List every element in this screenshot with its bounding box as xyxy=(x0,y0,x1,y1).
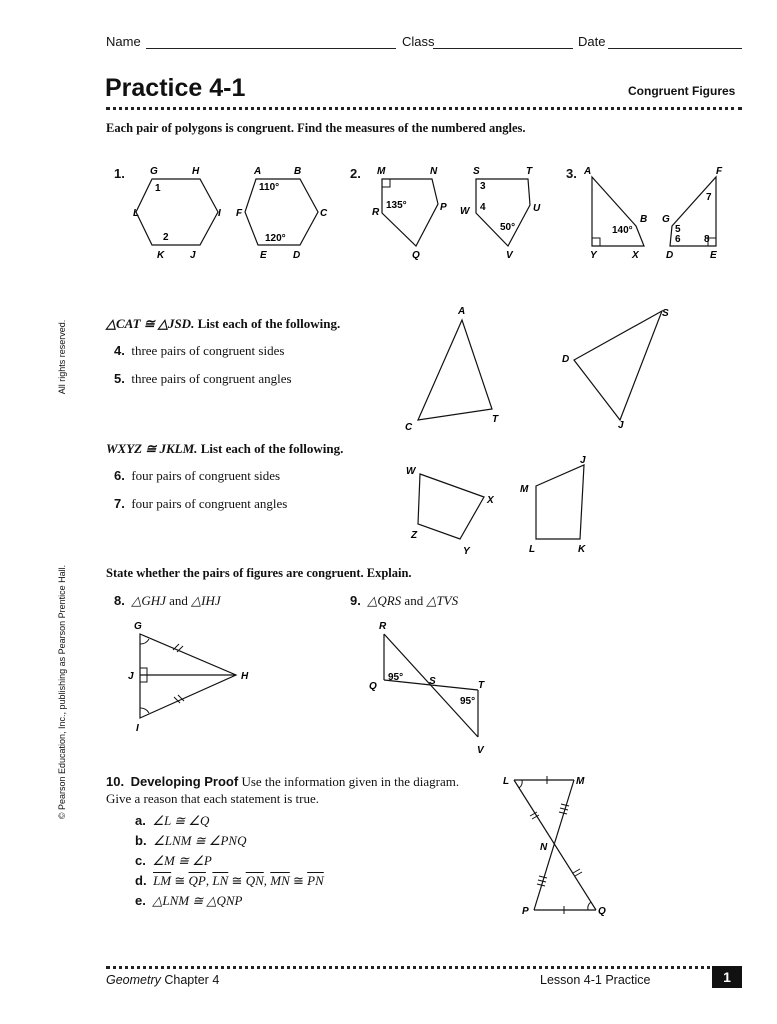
problem-3-number: 3. xyxy=(566,166,577,181)
item-10d-cong-2: ≅ xyxy=(231,873,243,888)
quad1-label-x: X xyxy=(632,250,639,261)
pent1-label-n: N xyxy=(430,166,438,177)
quad1-label-y: Y xyxy=(590,250,597,261)
item-7-text: four pairs of congruent angles xyxy=(131,496,288,511)
item-10b-letter: b. xyxy=(135,833,147,848)
section4-figures xyxy=(0,610,777,770)
page-title: Practice 4-1 xyxy=(105,74,246,102)
topic-title: Congruent Figures xyxy=(628,84,736,98)
quad4-label-k: K xyxy=(578,544,586,555)
problem-10-heading: Developing Proof xyxy=(130,774,239,789)
pent2-mark-3: 3 xyxy=(480,181,486,192)
item-10a-text: ∠L ≅ ∠Q xyxy=(152,813,210,828)
hex2-label-b: B xyxy=(294,166,302,177)
tri1-label-c: C xyxy=(405,422,413,433)
quad4-label-l: L xyxy=(529,544,536,555)
pent1-angle-135: 135° xyxy=(386,200,407,211)
section2-instruction: List each of the following. xyxy=(197,316,341,331)
fig10-label-m: M xyxy=(576,776,585,787)
pent1-right-angle xyxy=(382,179,390,187)
hex1-mark-1: 1 xyxy=(155,183,161,194)
hex1-label-i: I xyxy=(218,208,221,219)
quad-wxyz xyxy=(418,474,484,539)
item-8-and: and xyxy=(169,593,188,608)
problem-2-number: 2. xyxy=(350,166,361,181)
item-10d-s6: $\overline{PN}$ xyxy=(307,873,324,888)
item-10d-s4: $\overline{QN}$ xyxy=(245,873,264,888)
problem-10-text: Use the information given in the diagram. Give a reason that each statement is true. xyxy=(106,774,460,806)
item-9-and: and xyxy=(404,593,424,608)
fig9-angle-t: 95° xyxy=(460,696,476,707)
fig9-label-r: R xyxy=(379,621,387,632)
pent1-label-q: Q xyxy=(412,250,420,261)
pent2-label-w: W xyxy=(460,206,470,217)
fig8-label-i: I xyxy=(136,723,139,734)
pent1-label-r: R xyxy=(372,207,380,218)
section2-statement: △CAT ≅ △JSD. xyxy=(106,316,195,331)
item-9-tri2: △TVS xyxy=(426,593,459,608)
fig9-label-t: T xyxy=(478,680,485,691)
fig10-tick-pn-2 xyxy=(538,880,546,882)
tri2-label-s: S xyxy=(662,308,669,319)
quad2-label-d: D xyxy=(666,250,674,261)
hex2-label-c: C xyxy=(320,208,328,219)
date-label: Date xyxy=(578,34,606,49)
hex2-label-a: A xyxy=(254,166,262,177)
item-7-number: 7. xyxy=(114,496,125,511)
quad-jklm xyxy=(536,465,584,539)
quad1-label-a: A xyxy=(584,166,592,177)
section5-figure xyxy=(0,760,777,930)
pent2-label-t: T xyxy=(526,166,533,177)
item-5-text: three pairs of congruent angles xyxy=(131,371,292,386)
item-10c-text: ∠M ≅ ∠P xyxy=(152,853,212,868)
item-10a-letter: a. xyxy=(135,813,146,828)
quad3-label-w: W xyxy=(406,466,416,477)
footer-book xyxy=(106,973,219,987)
item-10d-s1: $\overline{LM}$ xyxy=(153,873,172,888)
fig10-label-n: N xyxy=(540,842,548,853)
quad3-label-y: Y xyxy=(463,546,470,557)
fig10-tick-nq-1 xyxy=(573,869,580,873)
hexagon-1 xyxy=(136,179,218,245)
item-10e-letter: e. xyxy=(135,893,146,908)
item-6-number: 6. xyxy=(114,468,125,483)
pent2-angle-50: 50° xyxy=(500,222,516,233)
item-10b-text: ∠LNM ≅ ∠PNQ xyxy=(153,833,247,848)
quad1-right-angle xyxy=(592,238,600,246)
fig10-tick-pn-1 xyxy=(539,876,547,878)
fig8-outer xyxy=(140,634,236,718)
rights-text: All rights reserved. xyxy=(57,319,67,395)
fig8-angle-arc-g xyxy=(140,639,149,644)
quad2-label-e: E xyxy=(710,250,717,261)
hex2-label-e: E xyxy=(260,250,267,261)
triangle-jsd xyxy=(574,311,662,420)
item-4-number: 4. xyxy=(114,343,125,358)
fig9-label-s: S xyxy=(429,676,436,687)
item-8-tri1: △GHJ xyxy=(131,593,166,608)
fig10-label-p: P xyxy=(522,906,529,917)
fig10-tick-mn-3 xyxy=(559,812,567,814)
section23-figures xyxy=(0,290,777,570)
class-label: Class xyxy=(402,34,435,49)
section1-instruction: Each pair of polygons is congruent. Find the measures of the numbered angles. xyxy=(106,121,526,135)
quad3-label-x: X xyxy=(487,495,494,506)
page-number: 1 xyxy=(712,966,742,988)
item-10d-s5: $\overline{MN}$ xyxy=(270,873,290,888)
hex2-angle-110: 110° xyxy=(259,182,280,193)
fig8-angle-arc-i xyxy=(140,708,149,713)
pent1-label-p: P xyxy=(440,202,447,213)
section1-figures xyxy=(0,0,777,300)
fig10-angle-arc-l xyxy=(519,780,522,788)
quad4-label-j: J xyxy=(580,455,586,466)
item-9-tri1: △QRS xyxy=(367,593,402,608)
item-5-number: 5. xyxy=(114,371,125,386)
section4-instruction: State whether the pairs of figures are congruent. Explain. xyxy=(106,566,412,580)
fig10-tick-mn-2 xyxy=(560,808,568,810)
hex1-label-j: J xyxy=(190,250,196,261)
fig9-label-v: V xyxy=(477,745,484,756)
item-10d-s3: $\overline{LN}$ xyxy=(212,873,229,888)
hex1-label-l: L xyxy=(133,208,140,219)
pentagon-1 xyxy=(382,179,438,246)
quad2-mark-6: 6 xyxy=(675,234,681,245)
item-10e-text: △LNM ≅ △QNP xyxy=(152,893,243,908)
item-10c-letter: c. xyxy=(135,853,146,868)
item-10d-s2: $\overline{QP}$ xyxy=(188,873,206,888)
tri1-label-t: T xyxy=(492,414,499,425)
quad4-label-m: M xyxy=(520,484,529,495)
item-6-text: four pairs of congruent sides xyxy=(131,468,281,483)
triangle-cat xyxy=(418,320,492,420)
fig10-tick-mn-1 xyxy=(561,804,569,806)
quad2-mark-8: 8 xyxy=(704,234,710,245)
fig8-label-g: G xyxy=(134,621,142,632)
quad2-mark-5: 5 xyxy=(675,224,681,235)
fig9-angle-q: 95° xyxy=(388,672,404,683)
fig10-segment-lq xyxy=(514,780,596,910)
fig10-angle-arc-q xyxy=(588,902,591,910)
fig9-label-q: Q xyxy=(369,681,377,692)
item-4-text: three pairs of congruent sides xyxy=(131,343,285,358)
hex1-label-k: K xyxy=(157,250,165,261)
item-8-tri2: △IHJ xyxy=(191,593,221,608)
item-9 xyxy=(350,593,458,609)
quad2-label-f: F xyxy=(716,166,723,177)
footer-lesson: Lesson 4-1 Practice xyxy=(540,973,651,987)
pent2-label-u: U xyxy=(533,203,541,214)
fig8-right-angle-top xyxy=(140,668,147,675)
item-10d-cong-3: ≅ xyxy=(293,873,304,888)
fig10-label-q: Q xyxy=(598,906,606,917)
quad1-angle-140: 140° xyxy=(612,225,633,236)
hex2-label-d: D xyxy=(293,250,301,261)
problem-1-number: 1. xyxy=(114,166,125,181)
pent2-label-s: S xyxy=(473,166,480,177)
tri2-label-d: D xyxy=(562,354,570,365)
hex2-angle-120: 120° xyxy=(265,233,286,244)
quad2-mark-7: 7 xyxy=(706,192,712,203)
item-9-number: 9. xyxy=(350,593,361,608)
section3-statement: WXYZ ≅ JKLM. xyxy=(106,441,198,456)
item-10d: d. $\overline{LM}$ ≅ $\overline{QP}$, $\overline{LN}$ ≅ $\overline{QN}$, $\overline{MN}$ ≅ $\overline{PN}$ xyxy=(135,873,324,888)
footer-book-title: Geometry xyxy=(106,973,161,987)
pent2-label-v: V xyxy=(506,250,513,261)
footer-chapter: Chapter 4 xyxy=(164,973,220,987)
tri1-label-a: A xyxy=(458,306,466,317)
hex2-label-f: F xyxy=(236,208,243,219)
pent2-mark-4: 4 xyxy=(480,202,486,213)
item-10d-cong-1: ≅ xyxy=(174,873,186,888)
fig8-label-h: H xyxy=(241,671,249,682)
pent1-label-m: M xyxy=(377,166,386,177)
publisher-text: © Pearson Education, Inc., publishing as Pearson Prentice Hall. xyxy=(57,564,67,820)
item-8 xyxy=(114,593,221,609)
item-10d-letter: d. xyxy=(135,873,147,888)
footer-divider xyxy=(106,966,742,969)
quad3-label-z: Z xyxy=(411,530,418,541)
quad2-label-g: G xyxy=(662,214,670,225)
problem-10-number: 10. xyxy=(106,774,125,789)
tri2-label-j: J xyxy=(618,420,624,431)
fig10-label-l: L xyxy=(503,776,510,787)
hex1-mark-2: 2 xyxy=(163,232,169,243)
section3-instruction: List each of the following. xyxy=(200,441,344,456)
hex1-label-h: H xyxy=(192,166,200,177)
name-label: Name xyxy=(106,34,141,49)
fig8-label-j: J xyxy=(128,671,134,682)
item-8-number: 8. xyxy=(114,593,125,608)
quad1-label-b: B xyxy=(640,214,648,225)
hex1-label-g: G xyxy=(150,166,158,177)
fig8-right-angle-bottom xyxy=(140,675,147,682)
fig10-tick-nq-2 xyxy=(575,872,582,876)
